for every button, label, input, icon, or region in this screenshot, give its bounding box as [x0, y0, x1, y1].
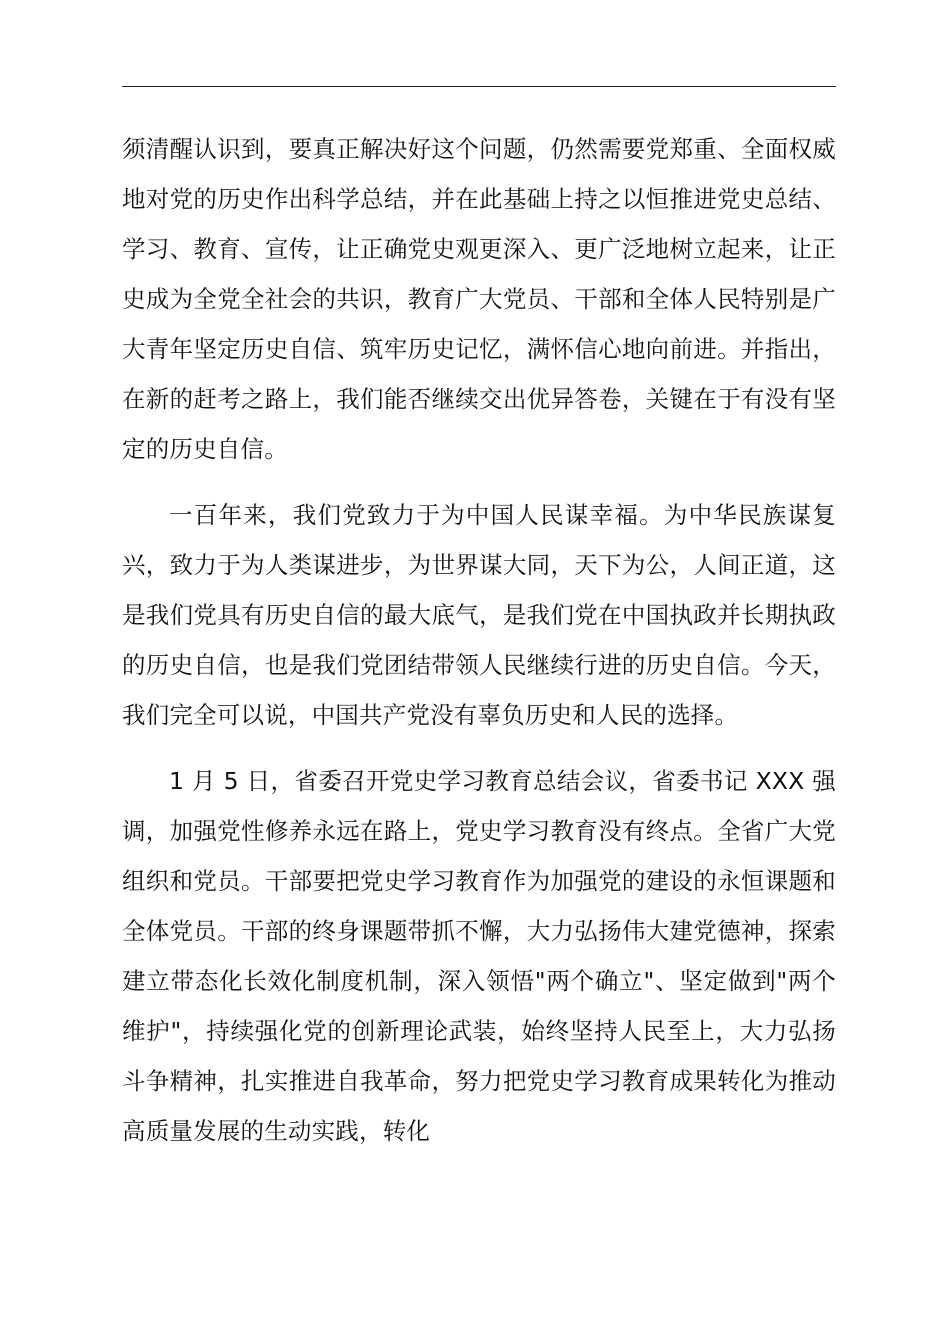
document-body [122, 124, 836, 1156]
paragraph-continuation: 须清醒认识到，要真正解决好这个问题，仍然需要党郑重、全面权威地对党的历史作出科学总结，并在此基础上持之以恒推进党史总结、学习、教育、宣传，让正确党史观更深入、更广泛地树立起来，让正史成为全党全社会的共识，教育广大党员、干部和全体人民特别是广大青年坚定历史自信、筑牢历史记忆，满怀信心地向前进。并指出，在新的赶考之路上，我们能否继续交出优异答卷，关键在于有没有坚定的历史自信。 [122, 135, 836, 463]
paragraph-gap [122, 740, 836, 756]
paragraph-gap [122, 474, 836, 490]
header-rule [122, 86, 836, 87]
paragraph-provincial-meeting: 1 月 5 日，省委召开党史学习教育总结会议，省委书记 XXX 强调，加强党性修养永远在路上，党史学习教育没有终点。全省广大党组织和党员。干部要把党史学习教育作为加强党的建设的永恒课题和全体党员。干部的终身课题带抓不懈，大力弘扬伟大建党德神，探索建立带态化长效化制度机制，深入领悟"两个确立"、坚定做到"两个维护"，持续强化党的创新理论武装，始终坚持人民至上，大力弘扬斗争精神，扎实推进自我革命，努力把党史学习教育成果转化为推动高质量发展的生动实践，转化 [122, 767, 836, 1145]
paragraph-party-history: 一百年来，我们党致力于为中国人民谋幸福。为中华民族谋复兴，致力于为人类谋进步，为世界谋大同，天下为公，人间正道，这是我们党具有历史自信的最大底气，是我们党在中国执政并长期执政的历史自信，也是我们党团结带领人民继续行进的历史自信。今天，我们完全可以说，中国共产党没有辜负历史和人民的选择。 [122, 501, 836, 729]
